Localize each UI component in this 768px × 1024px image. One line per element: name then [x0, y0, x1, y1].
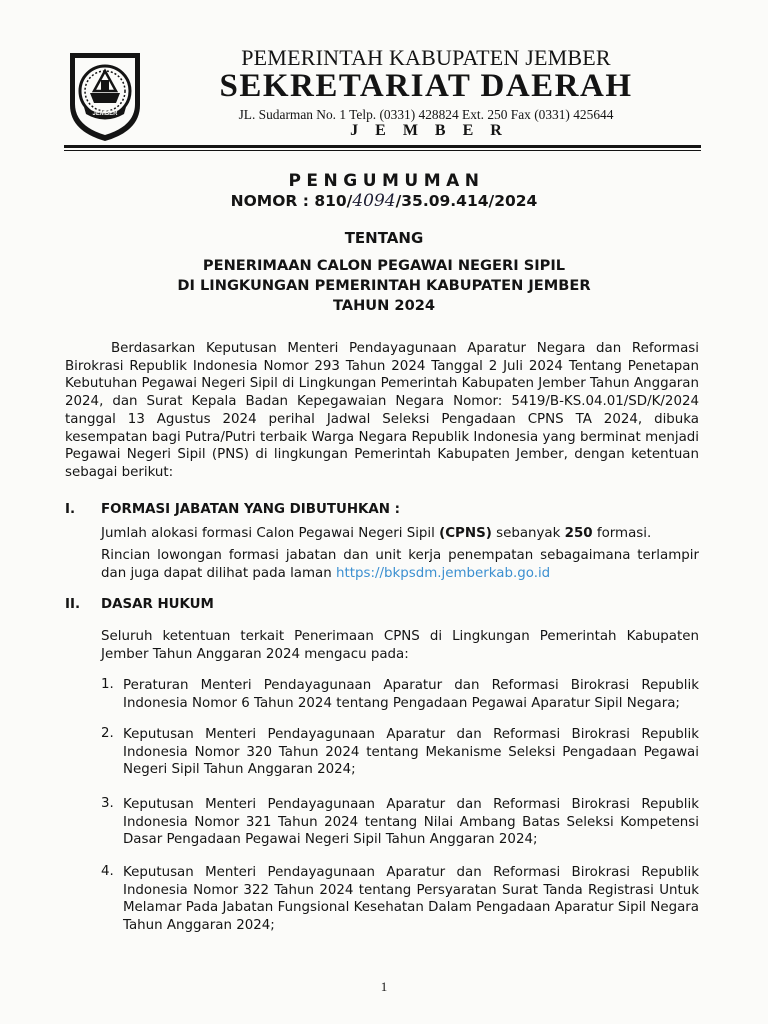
quota-text-3: formasi.: [592, 526, 652, 541]
letterhead-city: JEMBER: [350, 122, 519, 139]
section-1-details: [101, 547, 699, 582]
list-item: Peraturan Menteri Pendayagunaan Aparatur dan Reformasi Birokrasi Republik Indonesia Nomor 6 Tahun 2024 tentang Pengadaan Pegawai Aparatur Sipil Negara;: [123, 678, 699, 711]
details-text: Rincian lowongan formasi jabatan dan unit kerja penempatan sebagaimana terlampir dan juga dapat dilihat pada laman: [101, 548, 699, 581]
list-item: Keputusan Menteri Pendayagunaan Aparatur dan Reformasi Birokrasi Republik Indonesia Nomor 321 Tahun 2024 tentang Nilai Ambang Batas Seleksi Kompetensi Dasar Pengadaan Pegawai Negeri Sipil Tahun Anggaran 2024;: [123, 797, 699, 848]
logo-text: JEMBER: [92, 111, 118, 117]
quota-text: Jumlah alokasi formasi Calon Pegawai Negeri Sipil: [101, 526, 440, 541]
number-suffix: /35.09.414/2024: [395, 192, 538, 210]
list-item: Keputusan Menteri Pendayagunaan Aparatur dan Reformasi Birokrasi Republik Indonesia Nomor 320 Tahun 2024 tentang Mekanisme Seleksi Pengadaan Pegawai Negeri Sipil Tahun Anggaran 2024;: [123, 727, 699, 778]
quota-count: 250: [564, 526, 593, 541]
letterhead-office: SEKRETARIAT DAERAH: [219, 68, 633, 104]
number-prefix: NOMOR : 810/: [230, 192, 353, 210]
announcement-heading: PENGUMUMAN: [288, 171, 485, 191]
bkpsdm-link[interactable]: https://bkpsdm.jemberkab.go.id: [335, 565, 551, 581]
list-item-number: 2.: [101, 726, 114, 741]
letterhead-government: PEMERINTAH KABUPATEN JEMBER: [241, 45, 611, 70]
subject-line-3: TAHUN 2024: [332, 297, 436, 314]
subject-line-2: DI LINGKUNGAN PEMERINTAH KABUPATEN JEMBER: [177, 277, 591, 294]
section-1-numeral: I.: [65, 502, 76, 517]
section-2-intro: Seluruh ketentuan terkait Penerimaan CPNS di Lingkungan Pemerintah Kabupaten Jember Tahun Anggaran 2024 mengacu pada:: [101, 629, 699, 662]
section-1-title: FORMASI JABATAN YANG DIBUTUHKAN :: [101, 502, 401, 517]
list-item: Keputusan Menteri Pendayagunaan Aparatur dan Reformasi Birokrasi Republik Indonesia Nomor 322 Tahun 2024 tentang Persyaratan Surat Tanda Registrasi Untuk Melamar Pada Jabatan Fungsional Kesehatan Dalam Pengadaan Aparatur Sipil Negara Tahun Anggaran 2024;: [123, 865, 699, 934]
section-2-numeral: II.: [65, 597, 81, 612]
letterhead-divider-thick: [64, 145, 701, 148]
letterhead-address: JL. Sudarman No. 1 Telp. (0331) 428824 Ext. 250 Fax (0331) 425644: [238, 107, 614, 122]
quota-cpns: (CPNS): [439, 526, 492, 541]
section-2-title: DASAR HUKUM: [101, 597, 214, 612]
subject-line-1: PENERIMAAN CALON PEGAWAI NEGERI SIPIL: [202, 257, 566, 274]
jember-coat-of-arms-logo: [64, 47, 146, 143]
quota-text-2: sebanyak: [491, 526, 565, 541]
about-label: TENTANG: [344, 229, 424, 247]
list-item-number: 1.: [101, 677, 114, 692]
handwritten-number: 4094: [352, 191, 396, 211]
letterhead-divider-thin: [64, 150, 701, 151]
section-1-quota: [101, 525, 699, 543]
announcement-number: [0, 191, 768, 211]
list-item-number: 3.: [101, 796, 114, 811]
page-number: 1: [380, 979, 388, 994]
list-item-number: 4.: [101, 864, 114, 879]
intro-paragraph: Berdasarkan Keputusan Menteri Pendayagunaan Aparatur Negara dan Reformasi Birokrasi Republik Indonesia Nomor 293 Tahun 2024 Tanggal 2 Juli 2024 Tentang Penetapan Kebutuhan Pegawai Negeri Sipil di Lingkungan Pemerintah Kabupaten Jember Tahun Anggaran 2024, dan Surat Kepala Badan Kepegawaian Negara Nomor: 5419/B-KS.04.01/SD/K/2024 tanggal 13 Agustus 2024 perihal Jadwal Seleksi Pengadaan CPNS TA 2024, dibuka kesempatan bagi Putra/Putri terbaik Warga Negara Republik Indonesia yang berminat menjadi Pegawai Negeri Sipil (PNS) di lingkungan Pemerintah Kabupaten Jember, dengan ketentuan sebagai berikut:: [65, 341, 699, 480]
